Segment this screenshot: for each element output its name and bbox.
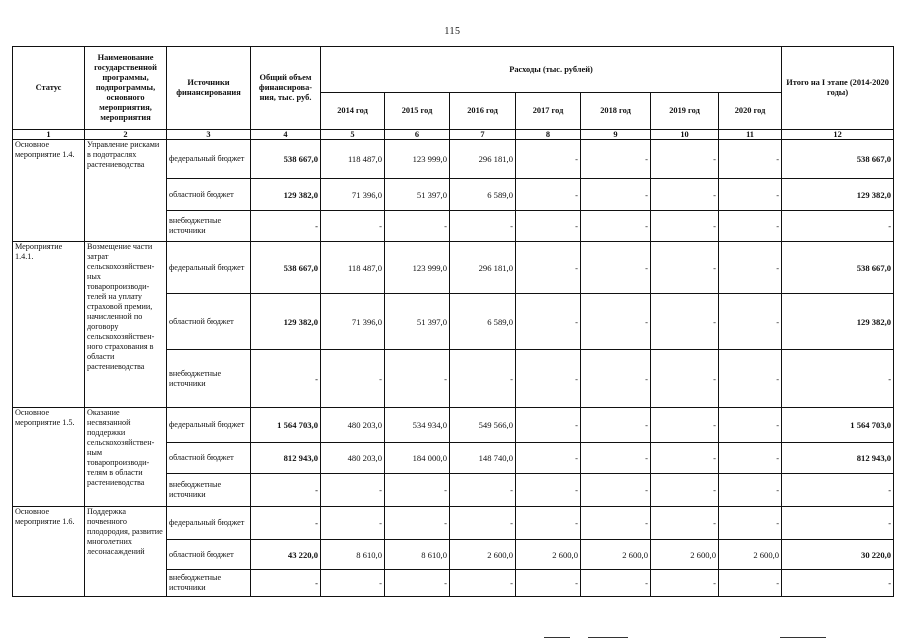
funding-source-cell: федеральный бюджет xyxy=(167,242,251,294)
year-value-cell: - xyxy=(321,570,385,597)
column-number: 11 xyxy=(719,130,782,140)
year-value-cell: 2 600,0 xyxy=(719,540,782,570)
year-value-cell: 2 600,0 xyxy=(516,540,581,570)
year-value-cell: - xyxy=(581,211,651,242)
funding-source-cell: областной бюджет xyxy=(167,540,251,570)
stage-total-cell: - xyxy=(782,570,894,597)
column-number: 12 xyxy=(782,130,894,140)
year-value-cell: 71 396,0 xyxy=(321,294,385,350)
year-value-cell: 123 999,0 xyxy=(385,242,450,294)
header-total-stage: Итого на I этапе (2014-2020 годы) xyxy=(782,47,894,130)
year-value-cell: - xyxy=(719,408,782,443)
year-value-cell: 549 566,0 xyxy=(450,408,516,443)
header-name: Наименование государственной программы, подпрограммы, основного мероприятия, мероприятия xyxy=(85,47,167,130)
year-value-cell: - xyxy=(450,350,516,408)
total-volume-cell: 538 667,0 xyxy=(251,140,321,179)
funding-source-cell: областной бюджет xyxy=(167,443,251,474)
total-volume-cell: 129 382,0 xyxy=(251,179,321,211)
header-year: 2016 год xyxy=(450,93,516,130)
header-sources: Источники финансирования xyxy=(167,47,251,130)
column-number: 9 xyxy=(581,130,651,140)
table-row xyxy=(13,140,894,179)
program-name-cell: Возмещение части затрат сельскохозяйствен-ных товаропроизводи-телей на уплату страховой премии, начисленной по договору сельскохозяйствен-ного страхования в области растениеводства xyxy=(85,242,167,408)
stage-total-cell: 1 564 703,0 xyxy=(782,408,894,443)
total-volume-cell: 538 667,0 xyxy=(251,242,321,294)
year-value-cell: - xyxy=(450,474,516,507)
year-value-cell: - xyxy=(516,507,581,540)
status-cell: Основное мероприятие 1.6. xyxy=(13,507,85,597)
funding-source-cell: федеральный бюджет xyxy=(167,507,251,540)
funding-source-cell: внебюджетные источники xyxy=(167,474,251,507)
total-volume-cell: 1 564 703,0 xyxy=(251,408,321,443)
status-cell: Основное мероприятие 1.5. xyxy=(13,408,85,507)
year-value-cell: - xyxy=(581,408,651,443)
year-value-cell: - xyxy=(719,211,782,242)
year-value-cell: 534 934,0 xyxy=(385,408,450,443)
total-volume-cell: 43 220,0 xyxy=(251,540,321,570)
year-value-cell: - xyxy=(581,350,651,408)
status-cell: Основное мероприятие 1.4. xyxy=(13,140,85,242)
year-value-cell: 296 181,0 xyxy=(450,140,516,179)
year-value-cell: - xyxy=(516,408,581,443)
year-value-cell: - xyxy=(651,570,719,597)
table-body xyxy=(13,140,894,597)
year-value-cell: 8 610,0 xyxy=(385,540,450,570)
funding-source-cell: областной бюджет xyxy=(167,294,251,350)
year-value-cell: - xyxy=(651,140,719,179)
funding-source-cell: внебюджетные источники xyxy=(167,211,251,242)
column-number: 7 xyxy=(450,130,516,140)
funding-source-cell: внебюджетные источники xyxy=(167,570,251,597)
header-year: 2014 год xyxy=(321,93,385,130)
column-number: 10 xyxy=(651,130,719,140)
year-value-cell: - xyxy=(651,242,719,294)
year-value-cell: - xyxy=(516,294,581,350)
year-value-cell: - xyxy=(516,350,581,408)
year-value-cell: 184 000,0 xyxy=(385,443,450,474)
year-value-cell: - xyxy=(581,294,651,350)
year-value-cell: - xyxy=(450,507,516,540)
year-value-cell: - xyxy=(321,350,385,408)
year-value-cell: - xyxy=(719,179,782,211)
column-number: 6 xyxy=(385,130,450,140)
year-value-cell: - xyxy=(581,140,651,179)
header-total-volume: Общий объем финансирова-ния, тыс. руб. xyxy=(251,47,321,130)
year-value-cell: - xyxy=(719,242,782,294)
year-value-cell: - xyxy=(719,350,782,408)
status-cell: Мероприятие 1.4.1. xyxy=(13,242,85,408)
column-number: 1 xyxy=(13,130,85,140)
stage-total-cell: 30 220,0 xyxy=(782,540,894,570)
year-value-cell: - xyxy=(321,474,385,507)
funding-source-cell: областной бюджет xyxy=(167,179,251,211)
bottom-rule xyxy=(544,637,570,638)
year-value-cell: 118 487,0 xyxy=(321,242,385,294)
header-year: 2017 год xyxy=(516,93,581,130)
year-value-cell: - xyxy=(651,350,719,408)
year-value-cell: - xyxy=(516,211,581,242)
column-numbers-row xyxy=(13,130,894,140)
year-value-cell: 51 397,0 xyxy=(385,294,450,350)
year-value-cell: - xyxy=(385,211,450,242)
stage-total-cell: - xyxy=(782,350,894,408)
year-value-cell: 2 600,0 xyxy=(450,540,516,570)
year-value-cell: - xyxy=(651,211,719,242)
year-value-cell: 51 397,0 xyxy=(385,179,450,211)
year-value-cell: - xyxy=(651,507,719,540)
year-value-cell: - xyxy=(719,294,782,350)
total-volume-cell: - xyxy=(251,211,321,242)
year-value-cell: 2 600,0 xyxy=(581,540,651,570)
year-value-cell: - xyxy=(385,474,450,507)
program-name-cell: Оказание несвязанной поддержки сельскохозяйствен-ным товаропроизводи-телям в области растениеводства xyxy=(85,408,167,507)
year-value-cell: - xyxy=(719,443,782,474)
year-value-cell: 148 740,0 xyxy=(450,443,516,474)
total-volume-cell: - xyxy=(251,350,321,408)
year-value-cell: - xyxy=(719,570,782,597)
year-value-cell: - xyxy=(385,570,450,597)
stage-total-cell: - xyxy=(782,507,894,540)
year-value-cell: - xyxy=(385,350,450,408)
year-value-cell: - xyxy=(719,507,782,540)
year-value-cell: 296 181,0 xyxy=(450,242,516,294)
year-value-cell: - xyxy=(516,242,581,294)
column-number: 4 xyxy=(251,130,321,140)
header-status: Статус xyxy=(13,47,85,130)
year-value-cell: 2 600,0 xyxy=(651,540,719,570)
year-value-cell: - xyxy=(581,443,651,474)
year-value-cell: - xyxy=(385,507,450,540)
year-value-cell: 6 589,0 xyxy=(450,294,516,350)
year-value-cell: - xyxy=(581,474,651,507)
table-row xyxy=(13,408,894,443)
header-year: 2019 год xyxy=(651,93,719,130)
year-value-cell: - xyxy=(516,443,581,474)
header-expenses: Расходы (тыс. рублей) xyxy=(321,47,782,93)
year-value-cell: 8 610,0 xyxy=(321,540,385,570)
year-value-cell: - xyxy=(719,474,782,507)
year-value-cell: - xyxy=(651,294,719,350)
year-value-cell: - xyxy=(581,507,651,540)
financing-table xyxy=(12,46,894,597)
year-value-cell: - xyxy=(450,570,516,597)
stage-total-cell: 538 667,0 xyxy=(782,140,894,179)
year-value-cell: - xyxy=(581,242,651,294)
stage-total-cell: 812 943,0 xyxy=(782,443,894,474)
column-number: 2 xyxy=(85,130,167,140)
program-name-cell: Управление рисками в подотраслях растениеводства xyxy=(85,140,167,242)
year-value-cell: - xyxy=(516,140,581,179)
column-number: 5 xyxy=(321,130,385,140)
year-value-cell: 480 203,0 xyxy=(321,408,385,443)
year-value-cell: - xyxy=(516,179,581,211)
year-value-cell: - xyxy=(651,474,719,507)
year-value-cell: - xyxy=(651,179,719,211)
column-number: 3 xyxy=(167,130,251,140)
year-value-cell: 480 203,0 xyxy=(321,443,385,474)
year-value-cell: - xyxy=(516,570,581,597)
year-value-cell: - xyxy=(321,211,385,242)
header-year: 2018 год xyxy=(581,93,651,130)
year-value-cell: - xyxy=(581,179,651,211)
stage-total-cell: - xyxy=(782,211,894,242)
year-value-cell: - xyxy=(651,443,719,474)
year-value-cell: - xyxy=(321,507,385,540)
total-volume-cell: 812 943,0 xyxy=(251,443,321,474)
year-value-cell: - xyxy=(450,211,516,242)
page-number: 115 xyxy=(444,26,461,37)
year-value-cell: 123 999,0 xyxy=(385,140,450,179)
funding-source-cell: внебюджетные источники xyxy=(167,350,251,408)
year-value-cell: 118 487,0 xyxy=(321,140,385,179)
total-volume-cell: - xyxy=(251,570,321,597)
table-row xyxy=(13,242,894,294)
year-value-cell: - xyxy=(516,474,581,507)
total-volume-cell: - xyxy=(251,507,321,540)
stage-total-cell: - xyxy=(782,474,894,507)
program-name-cell: Поддержка почвенного плодородия, развитие многолетних лесонасаждений xyxy=(85,507,167,597)
funding-source-cell: федеральный бюджет xyxy=(167,408,251,443)
bottom-rule xyxy=(588,637,628,638)
stage-total-cell: 129 382,0 xyxy=(782,179,894,211)
stage-total-cell: 538 667,0 xyxy=(782,242,894,294)
year-value-cell: - xyxy=(581,570,651,597)
column-number: 8 xyxy=(516,130,581,140)
year-value-cell: 71 396,0 xyxy=(321,179,385,211)
year-value-cell: 6 589,0 xyxy=(450,179,516,211)
total-volume-cell: 129 382,0 xyxy=(251,294,321,350)
bottom-rule xyxy=(780,637,826,638)
table-row xyxy=(13,507,894,540)
funding-source-cell: федеральный бюджет xyxy=(167,140,251,179)
total-volume-cell: - xyxy=(251,474,321,507)
header-year: 2015 год xyxy=(385,93,450,130)
year-value-cell: - xyxy=(719,140,782,179)
stage-total-cell: 129 382,0 xyxy=(782,294,894,350)
year-value-cell: - xyxy=(651,408,719,443)
header-year: 2020 год xyxy=(719,93,782,130)
